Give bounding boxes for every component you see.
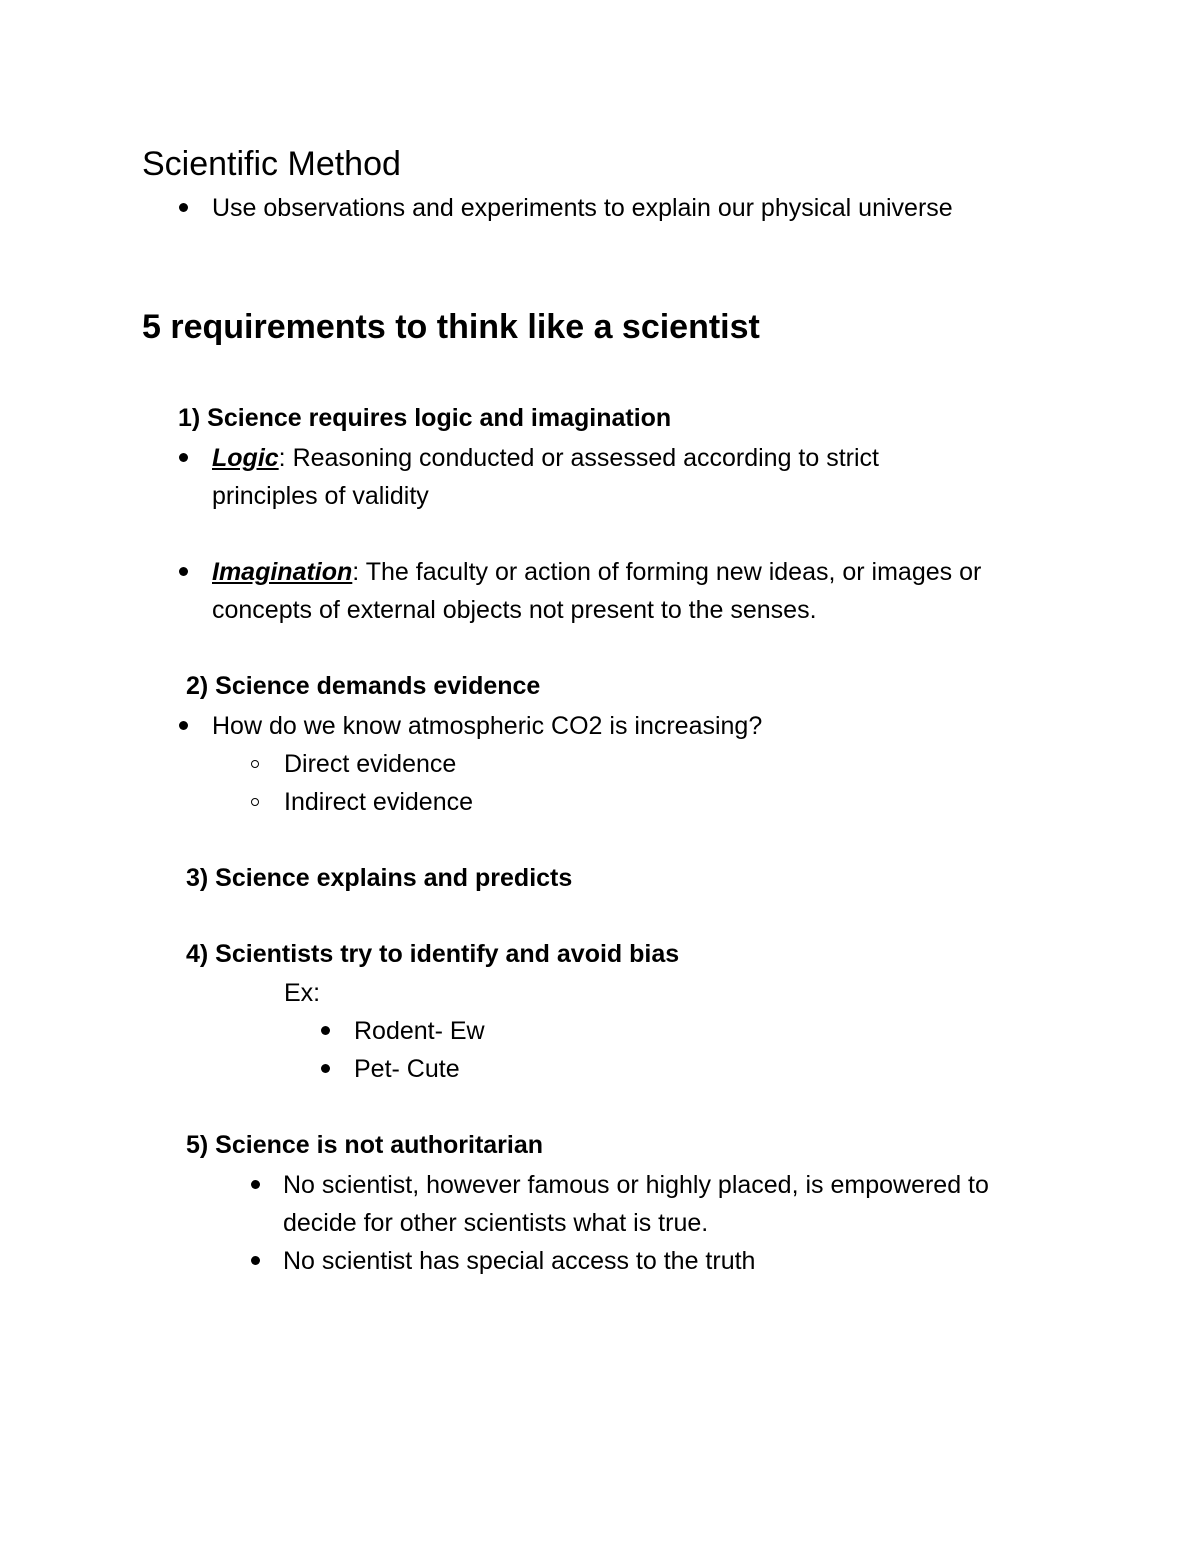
- logic-definition-line-2: principles of validity: [212, 482, 429, 510]
- logic-definition-line-1: [212, 446, 879, 471]
- bullet-icon: [179, 453, 188, 462]
- bullet-icon: [251, 1256, 260, 1265]
- bullet-icon: [179, 567, 188, 576]
- hollow-bullet-icon: [251, 798, 259, 806]
- direct-evidence-item: Direct evidence: [284, 750, 457, 778]
- co2-question: How do we know atmospheric CO2 is increasing?: [212, 712, 763, 740]
- intro-bullet-text: Use observations and experiments to explain our physical universe: [212, 194, 953, 222]
- example-label: Ex:: [284, 979, 321, 1007]
- requirement-3-title: 3) Science explains and predicts: [186, 864, 573, 892]
- requirement-2-title: 2) Science demands evidence: [186, 672, 541, 700]
- imagination-definition-text: : The faculty or action of forming new ideas, or images or: [352, 558, 982, 586]
- hollow-bullet-icon: [251, 760, 259, 768]
- imagination-term: Imagination: [212, 558, 353, 586]
- imagination-definition-line-1: [212, 560, 981, 585]
- requirement-1-title: 1) Science requires logic and imagination: [178, 404, 672, 432]
- authority-bullet-line-2: decide for other scientists what is true.: [283, 1209, 709, 1237]
- truth-access-bullet: No scientist has special access to the truth: [283, 1247, 756, 1275]
- requirement-4-title: 4) Scientists try to identify and avoid bias: [186, 940, 680, 968]
- example-pet: Pet- Cute: [354, 1055, 460, 1083]
- bullet-icon: [251, 1180, 260, 1189]
- heading-five-requirements: 5 requirements to think like a scientist: [142, 308, 760, 346]
- bullet-icon: [179, 721, 188, 730]
- bullet-icon: [321, 1026, 330, 1035]
- authority-bullet-line-1: No scientist, however famous or highly placed, is empowered to: [283, 1171, 989, 1199]
- requirement-5-title: 5) Science is not authoritarian: [186, 1131, 544, 1159]
- bullet-icon: [179, 203, 188, 212]
- example-rodent: Rodent- Ew: [354, 1017, 485, 1045]
- heading-scientific-method: Scientific Method: [142, 145, 401, 183]
- logic-term: Logic: [212, 444, 279, 472]
- indirect-evidence-item: Indirect evidence: [284, 788, 474, 816]
- bullet-icon: [321, 1064, 330, 1073]
- imagination-definition-line-2: concepts of external objects not present to the senses.: [212, 596, 817, 624]
- logic-definition-text: : Reasoning conducted or assessed according to strict: [278, 444, 880, 472]
